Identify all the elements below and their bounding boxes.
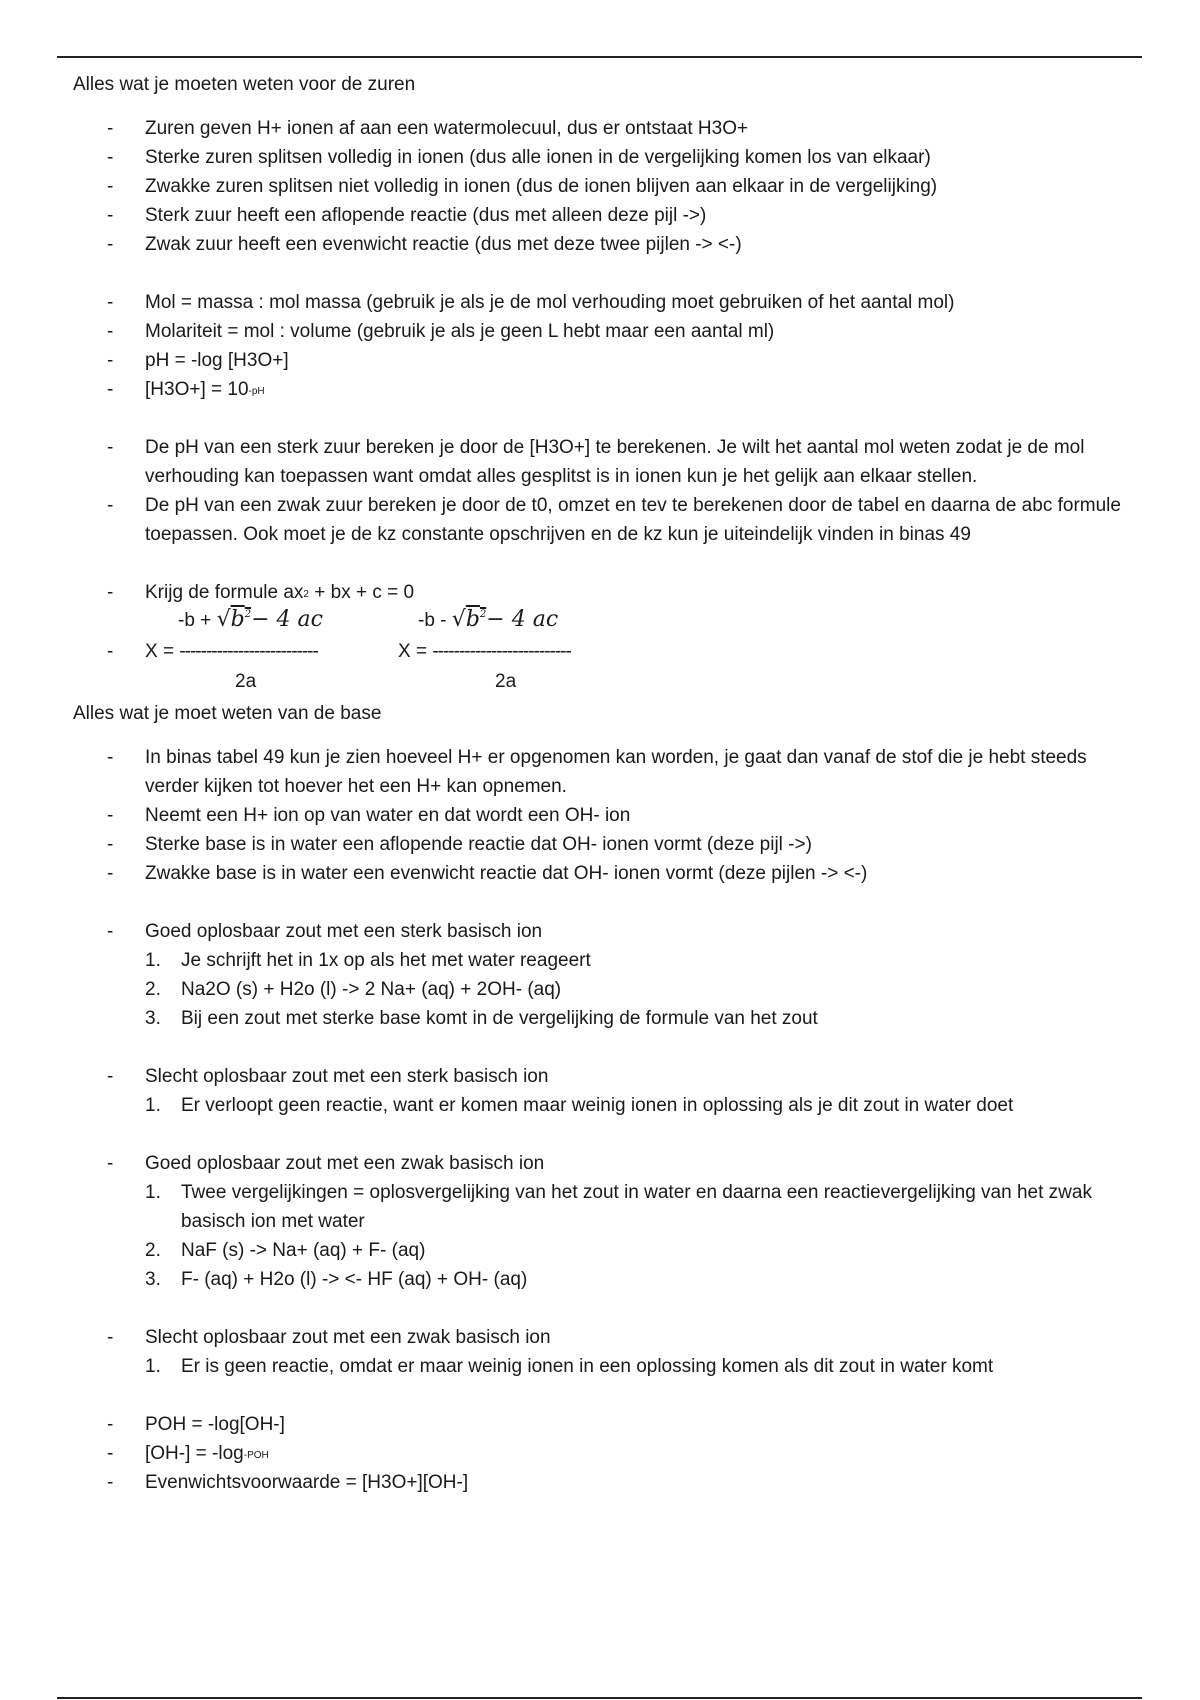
abc-list <box>73 578 1123 607</box>
fraction-line-plus: X = -------------------------- <box>145 641 318 662</box>
numerator-plus: $-b + √b^2- 4$ ac <box>178 607 323 632</box>
step-item: 1. Je schrijft het in 1x op als het met water reageert <box>145 950 591 971</box>
list-item: - Zwak zuur heeft een evenwicht reactie (dus met deze twee pijlen -> <-) <box>73 230 1123 259</box>
fraction-line-minus: X = -------------------------- <box>398 641 571 662</box>
list-item: - Zwakke base is in water een evenwicht reactie dat OH- ionen vormt (deze pijlen -> <-) <box>73 859 1123 888</box>
topic-title: - Slecht oplosbaar zout met een zwak basisch ion 1. Er is geen reactie, omdat er maar weinig ionen in een oplossing komen als dit zout in water komt <box>73 1323 1123 1381</box>
list-item: - De pH van een sterk zuur bereken je door de [H3O+] te berekenen. Je wilt het aantal mol weten zodat je de mol verhouding kan toepassen want omdat alles gesplitst is in ionen kun je het gelijk aan elkaar stellen. <box>73 433 1123 491</box>
acid-list-2 <box>73 288 1123 404</box>
step-item: 1. Er verloopt geen reactie, want er komen maar weinig ionen in oplossing als je dit zout in water doet <box>145 1095 1014 1116</box>
base-heading: Alles wat je moet weten van de base <box>73 703 382 724</box>
step-item: 1. Twee vergelijkingen = oplosvergelijking van het zout in water en daarna een reactievergelijking van het zwak basisch ion met water <box>145 1182 1092 1232</box>
step-item: 3. Bij een zout met sterke base komt in de vergelijking de formule van het zout <box>145 1008 818 1029</box>
step-item: 2. Na2O (s) + H2o (l) -> 2 Na+ (aq) + 2OH- (aq) <box>145 979 562 1000</box>
acid-heading: Alles wat je moeten weten voor de zuren <box>73 74 416 95</box>
list-item: - Molariteit = mol : volume (gebruik je als je geen L hebt maar een aantal ml) <box>73 317 1123 346</box>
topic-title: - Slecht oplosbaar zout met een sterk basisch ion 1. Er verloopt geen reactie, want er komen maar weinig ionen in oplossing als je dit zout in water doet <box>73 1062 1123 1120</box>
abc-intro: - Krijg de formule $ax^2$ + bx + c = 0 <box>73 578 1123 607</box>
step-item: 1. Er is geen reactie, omdat er maar weinig ionen in een oplossing komen als dit zout in water komt <box>145 1356 994 1377</box>
list-item: - Sterk zuur heeft een aflopende reactie (dus met alleen deze pijl ->) <box>73 201 1123 230</box>
list-item: - De pH van een zwak zuur bereken je door de t0, omzet en tev te berekenen door de tabel en daarna de abc formule toepassen. Ook moet je de kz constante opschrijven en de kz kun je uiteindelijk vinden in binas 49 <box>73 491 1123 549</box>
list-item: - Sterke zuren splitsen volledig in ionen (dus alle ionen in de vergelijking komen los van elkaar) <box>73 143 1123 172</box>
numerator-minus: $-b - √b^2- 4$ ac <box>418 607 559 632</box>
denominator-minus: 2a <box>495 671 517 692</box>
h3o-formula: - $[H3O+] = 10^{-pH}$ <box>73 375 1123 404</box>
list-item: - Sterke base is in water een aflopende reactie dat OH- ionen vormt (deze pijl ->) <box>73 830 1123 859</box>
abc-formula: $-b + √b^2- 4$ ac - X = -------------------------- 2a $-b - √b^2- 4$ ac X = -------------------------- 2a <box>107 607 571 692</box>
list-item: - Mol = massa : mol massa (gebruik je als je de mol verhouding moet gebruiken of het aantal mol) <box>73 288 1123 317</box>
base-topic-2 <box>73 1062 1123 1120</box>
base-topic-1 <box>73 917 1123 1033</box>
list-item: - Zuren geven H+ ionen af aan een watermolecuul, dus er ontstaat H3O+ <box>73 114 1123 143</box>
base-topic-3 <box>73 1149 1123 1294</box>
list-item: - pH = -log [H3O+] <box>73 346 1123 375</box>
list-item: - POH = -log[OH-] <box>73 1410 1123 1439</box>
list-item: - Neemt een H+ ion op van water en dat wordt een OH- ion <box>73 801 1123 830</box>
step-item: 3. F- (aq) + H2o (l) -> <- HF (aq) + OH- (aq) <box>145 1269 528 1290</box>
list-item: - Zwakke zuren splitsen niet volledig in ionen (dus de ionen blijven aan elkaar in de vergelijking) <box>73 172 1123 201</box>
acid-list-3 <box>73 433 1123 549</box>
bottom-rule <box>57 1697 1142 1699</box>
list-item: - Evenwichtsvoorwaarde = [H3O+][OH-] <box>73 1468 1123 1497</box>
base-list-final <box>73 1410 1123 1497</box>
step-item: 2. NaF (s) -> Na+ (aq) + F- (aq) <box>145 1240 426 1261</box>
oh-formula: - $[OH-] = -\log^{-POH}$ <box>73 1439 1123 1468</box>
list-item: - In binas tabel 49 kun je zien hoeveel H+ er opgenomen kan worden, je gaat dan vanaf de stof die je hebt steeds verder kijken tot hoever het een H+ kan opnemen. <box>73 743 1123 801</box>
acid-list-1 <box>73 114 1123 259</box>
base-list-1 <box>73 743 1123 888</box>
denominator-plus: 2a <box>235 671 257 692</box>
topic-title: - Goed oplosbaar zout met een sterk basisch ion 1. Je schrijft het in 1x op als het met water reageert 2. Na2O (s) + H2o (l) -> 2 Na+ (aq) + 2OH- (aq) 3. Bij een zout met sterke base komt in de vergelijking de formule van het zout <box>73 917 1123 1033</box>
topic-title: - Goed oplosbaar zout met een zwak basisch ion 1. Twee vergelijkingen = oplosvergelijking van het zout in water en daarna een reactievergelijking van het zwak basisch ion met water 2. NaF (s) -> Na+ (aq) + F- (aq) 3. F- (aq) + H2o (l) -> <- HF (aq) + OH- (aq) <box>73 1149 1123 1294</box>
document-page <box>73 70 1123 1497</box>
top-rule <box>57 56 1142 58</box>
base-topic-4 <box>73 1323 1123 1381</box>
